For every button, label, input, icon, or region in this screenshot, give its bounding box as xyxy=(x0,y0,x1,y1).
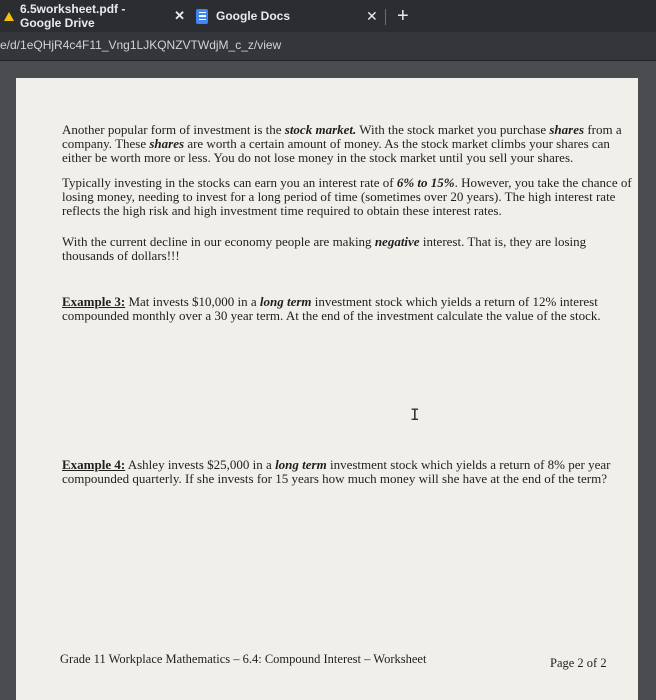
text-span: from a company. These xyxy=(62,122,622,151)
example-4 xyxy=(62,458,632,486)
emphasis-text: long term xyxy=(259,294,312,309)
page-footer-title: Grade 11 Workplace Mathematics – 6.4: Compound Interest – Worksheet xyxy=(60,652,427,666)
example-label: Example 4: xyxy=(62,457,126,472)
google-docs-icon xyxy=(196,9,208,24)
new-tab-button[interactable]: + xyxy=(397,5,409,27)
close-icon[interactable]: ✕ xyxy=(174,8,185,23)
paragraph-interest-rate xyxy=(62,176,632,218)
text-span: are worth a certain amount of money. As the stock market climbs your shares can either be worth more or less. You do not lose money in the stock market until you sell your shares. xyxy=(62,136,610,165)
url-text[interactable]: e/d/1eQHjR4c4F11_Vng1LJKQNZVTWdjM_c_z/view xyxy=(0,38,282,52)
pdf-page xyxy=(16,78,638,700)
browser-tab-bar xyxy=(0,0,656,32)
emphasis-text: 6% to 15% xyxy=(396,175,455,190)
example-label: Example 3: xyxy=(62,294,126,309)
paragraph-stock-market xyxy=(62,123,632,165)
emphasis-text: long term xyxy=(275,457,327,472)
emphasis-text: shares xyxy=(149,136,185,151)
tab-title: 6.5worksheet.pdf - Google Drive xyxy=(20,2,126,30)
text-span: With the stock market you purchase xyxy=(356,122,550,137)
page-number: Page 2 of 2 xyxy=(550,656,607,670)
close-icon[interactable]: ✕ xyxy=(366,8,378,24)
text-span: Mat invests $10,000 in a xyxy=(125,294,260,309)
text-span: . However, you take the chance of losing money, needing to invest for a long period of time (sometimes over 20 years). The high interest rate reflects the high risk and high investment time required to obtain these interest rates. xyxy=(62,175,632,218)
example-3 xyxy=(62,295,632,323)
text-span: investment stock which yields a return of 8% per year compounded quarterly. If she invests for 15 years how much money will she have at the end of the term? xyxy=(62,457,611,486)
emphasis-text: stock market. xyxy=(284,122,357,137)
paragraph-economy xyxy=(62,235,632,263)
tab-title: Google Docs xyxy=(216,9,291,23)
text-span: investment stock which yields a return of 12% interest compounded monthly over a 30 year term. At the end of the investment calculate the value of the stock. xyxy=(62,294,601,323)
text-span: Ashley invests $25,000 in a xyxy=(125,457,276,472)
emphasis-text: shares xyxy=(549,122,585,137)
google-drive-icon xyxy=(4,12,14,21)
address-bar[interactable] xyxy=(0,32,656,61)
text-span: Typically investing in the stocks can earn you an interest rate of xyxy=(62,175,397,190)
text-span: Another popular form of investment is the xyxy=(62,122,285,137)
tab-drive-pdf[interactable] xyxy=(0,4,185,28)
tab-divider xyxy=(385,9,386,25)
text-cursor-icon: I xyxy=(410,405,420,424)
emphasis-text: negative xyxy=(374,234,420,249)
text-span: interest. That is, they are losing thousands of dollars!!! xyxy=(62,234,587,263)
text-span: With the current decline in our economy people are making xyxy=(62,234,375,249)
